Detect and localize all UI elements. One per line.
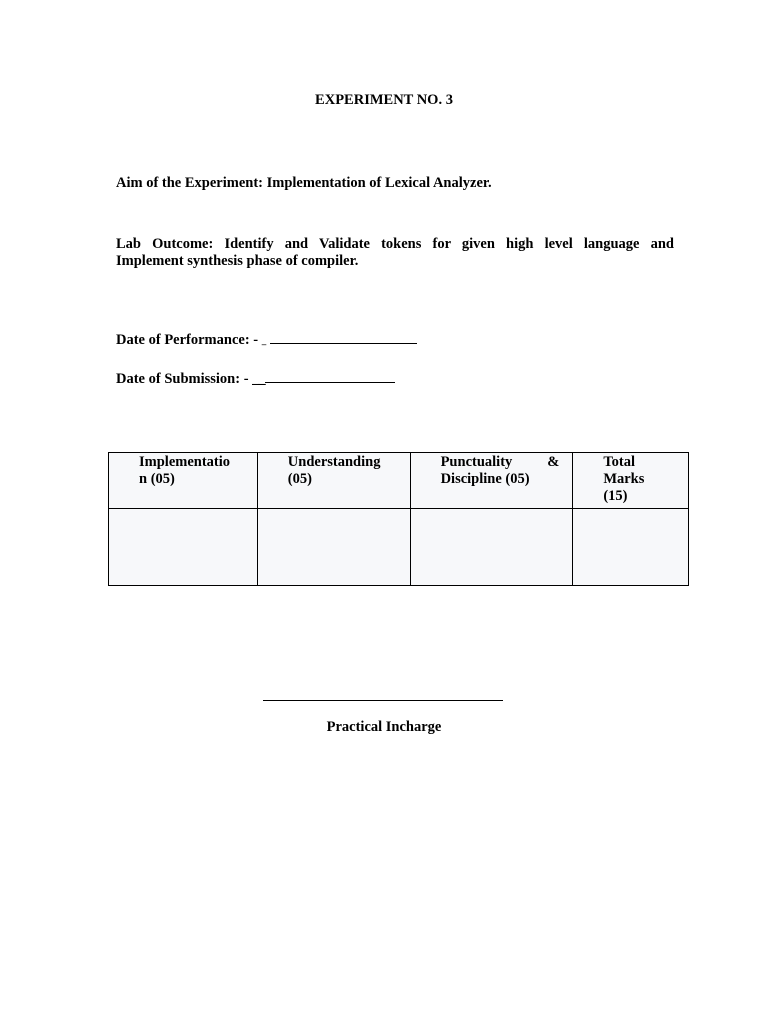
- header-understanding-line1: Understanding: [287, 454, 381, 470]
- date-of-submission: [116, 370, 395, 388]
- date-of-performance-blank[interactable]: [270, 331, 417, 344]
- header-punctuality-line1: [441, 454, 560, 471]
- signature-line[interactable]: [263, 700, 503, 701]
- header-implementation-line1: Implementatio: [139, 454, 231, 470]
- aim-of-experiment: Aim of the Experiment: Implementation of Lexical Analyzer.: [116, 175, 492, 191]
- total-marks-cell[interactable]: [573, 509, 689, 586]
- date-of-submission-blank[interactable]: [265, 370, 395, 383]
- marks-table-entry-row: [109, 509, 689, 586]
- header-punctuality: [410, 453, 573, 509]
- header-total-line1: Total: [603, 454, 636, 470]
- implementation-marks-cell[interactable]: [109, 509, 258, 586]
- date-of-performance-prefix: _: [261, 336, 267, 346]
- experiment-title: EXPERIMENT NO. 3: [315, 92, 453, 108]
- date-of-performance-label: Date of Performance: -: [116, 332, 259, 348]
- header-implementation-line2: n (05): [139, 471, 175, 487]
- header-punctuality-line2: Discipline (05): [440, 471, 530, 487]
- punctuality-marks-cell[interactable]: [410, 509, 573, 586]
- understanding-marks-cell[interactable]: [257, 509, 410, 586]
- marks-table-header-row: [109, 453, 689, 509]
- header-understanding: [257, 453, 410, 509]
- practical-incharge-label: Practical Incharge: [326, 719, 442, 735]
- header-understanding-line2: (05): [287, 471, 312, 487]
- date-of-submission-prefix: __: [252, 371, 265, 387]
- lab-outcome-line-2: Implement synthesis phase of compiler.: [116, 253, 359, 269]
- header-total-marks: [573, 453, 689, 509]
- header-total-line3: (15): [603, 488, 628, 504]
- header-total-line2: Marks: [603, 471, 645, 487]
- marks-table: [108, 452, 689, 586]
- header-punctuality-ampersand: &: [547, 454, 560, 470]
- header-implementation: [109, 453, 258, 509]
- lab-outcome-line-1: Lab Outcome: Identify and Validate tokens for given high level language and: [116, 236, 674, 252]
- date-of-performance: [116, 331, 417, 349]
- header-punctuality-word: Punctuality: [440, 454, 513, 470]
- date-of-submission-label: Date of Submission: -: [116, 371, 249, 387]
